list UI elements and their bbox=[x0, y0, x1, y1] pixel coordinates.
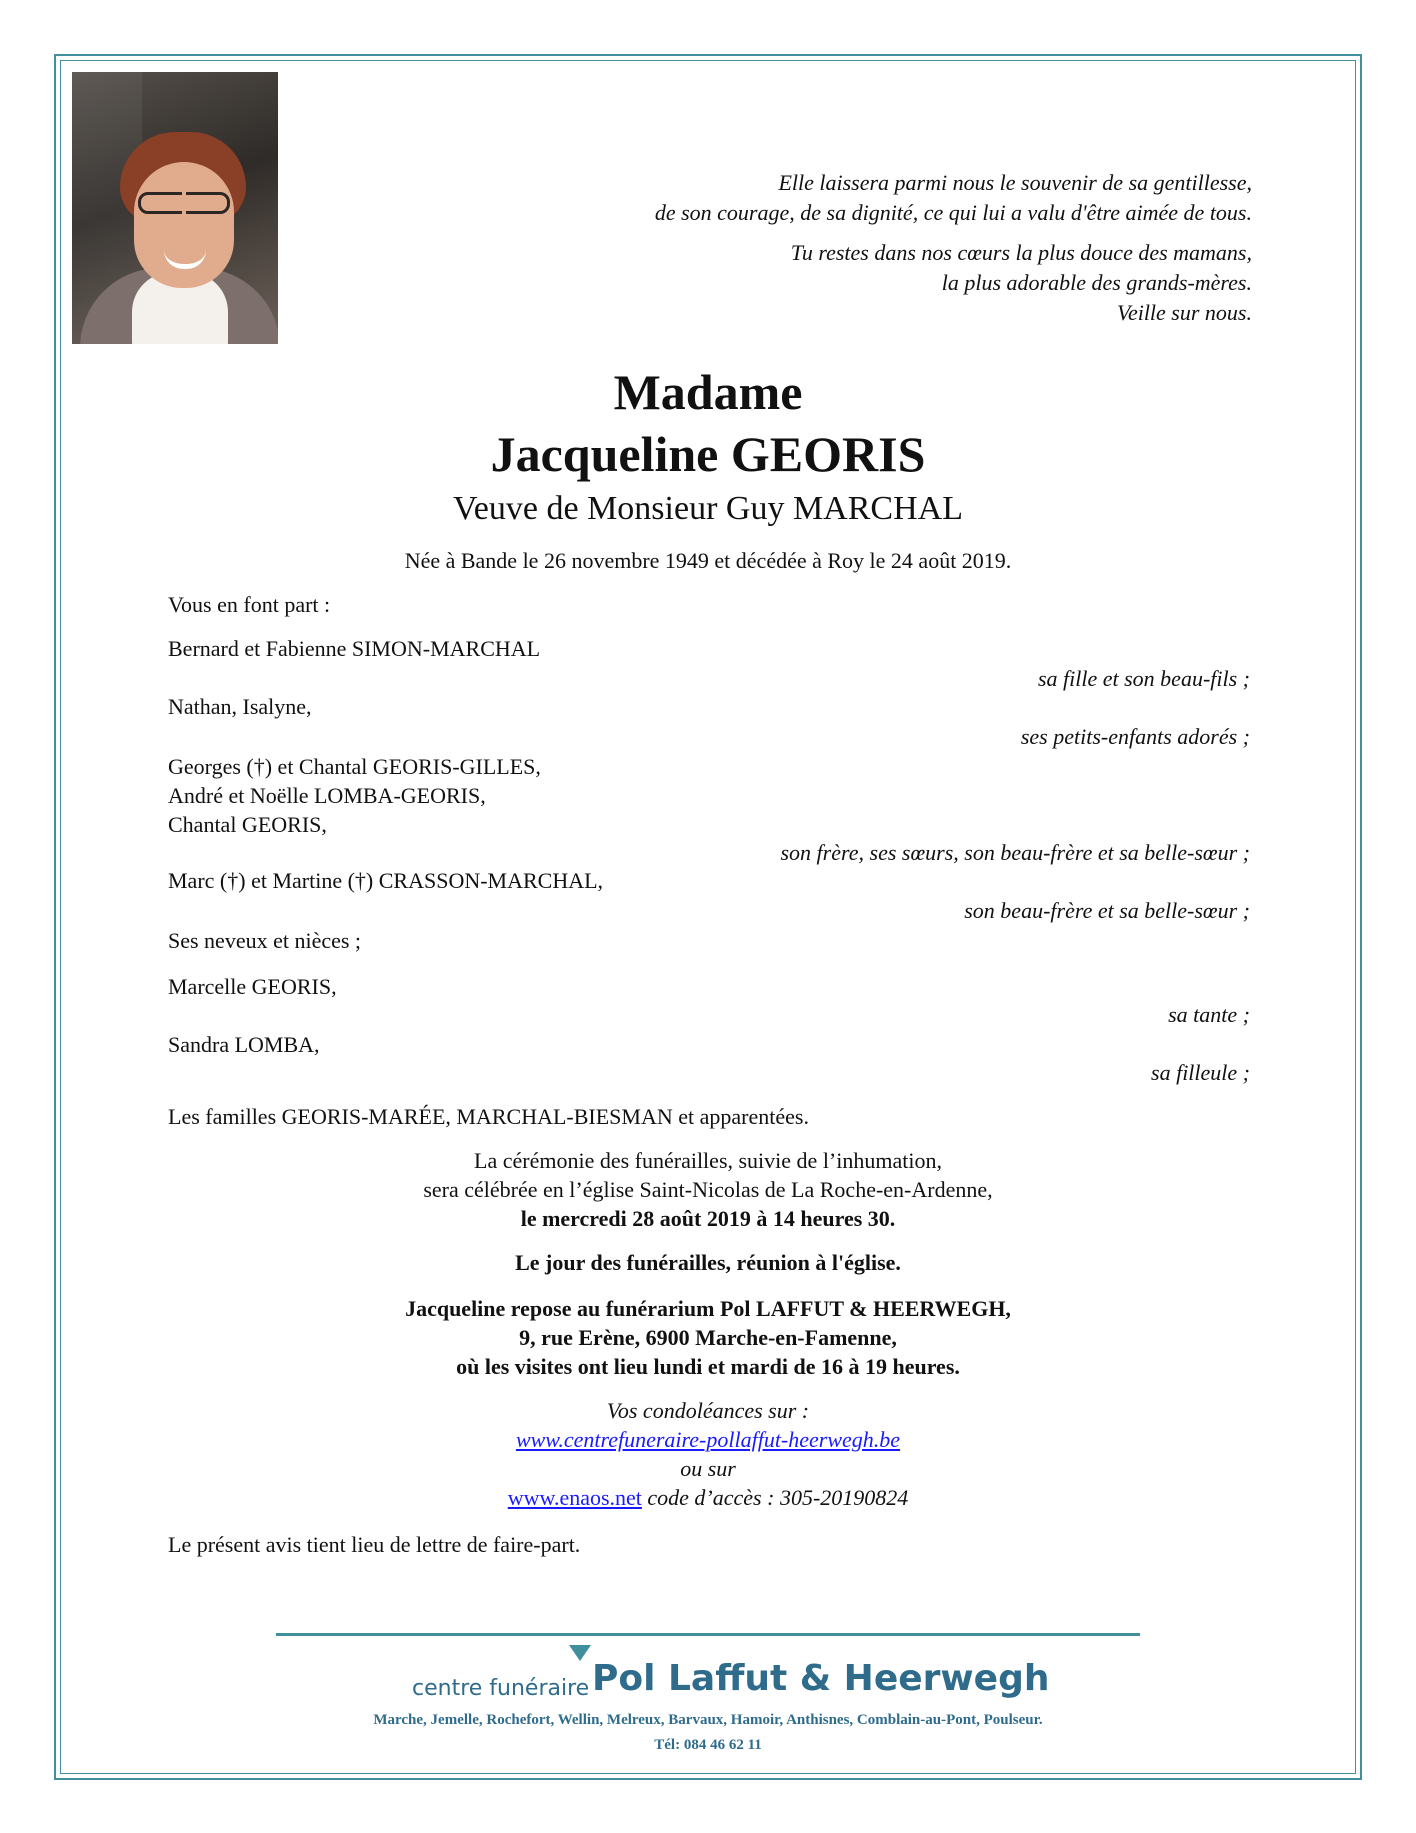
epitaph-stanza-1 bbox=[655, 168, 1252, 228]
family-relation: son frère, ses sœurs, son beau-frère et sa belle-sœur ; bbox=[780, 840, 1250, 865]
condolences-link-enaos[interactable]: www.enaos.net bbox=[507, 1485, 642, 1510]
deceased-name: Jacqueline GEORIS bbox=[490, 426, 926, 482]
family-name: Sandra LOMBA, bbox=[168, 1032, 320, 1057]
announcement-intro: Vous en font part : bbox=[168, 592, 331, 617]
rest-block bbox=[0, 1294, 1416, 1381]
condolences-or: ou sur bbox=[680, 1456, 736, 1481]
funeral-block bbox=[0, 1146, 1416, 1233]
footer-towns: Marche, Jemelle, Rochefort, Wellin, Melreux, Barvaux, Hamoir, Anthisnes, Comblain-au-Pont, Poulseur. bbox=[373, 1712, 1043, 1728]
footer-brand: Pol Laffut & Heerwegh bbox=[592, 1658, 1050, 1699]
footer-phone: Tél: 084 46 62 11 bbox=[654, 1737, 762, 1753]
epitaph-line: de son courage, de sa dignité, ce qui lui a valu d'être aimée de tous. bbox=[654, 200, 1252, 225]
rest-line: où les visites ont lieu lundi et mardi de 16 à 19 heures. bbox=[456, 1354, 960, 1379]
footer-divider bbox=[276, 1633, 1140, 1636]
family-name: André et Noëlle LOMBA-GEORIS, bbox=[168, 783, 486, 808]
epitaph-stanza-2 bbox=[791, 238, 1252, 328]
family-name: Bernard et Fabienne SIMON-MARCHAL bbox=[168, 636, 541, 661]
family-name: Chantal GEORIS, bbox=[168, 812, 327, 837]
spouse-line: Veuve de Monsieur Guy MARCHAL bbox=[453, 490, 963, 527]
access-code: code d’accès : 305-20190824 bbox=[647, 1485, 909, 1510]
funeral-line: sera célébrée en l’église Saint-Nicolas de La Roche-en-Ardenne, bbox=[423, 1177, 993, 1202]
funeral-date-time: le mercredi 28 août 2019 à 14 heures 30. bbox=[520, 1206, 896, 1231]
condolences-block bbox=[0, 1396, 1416, 1512]
family-name: Georges (†) et Chantal GEORIS-GILLES, bbox=[168, 754, 541, 779]
condolences-link-centre[interactable]: www.centrefuneraire-pollaffut-heerwegh.be bbox=[515, 1427, 901, 1452]
closing-line: Le présent avis tient lieu de lettre de faire-part. bbox=[168, 1532, 581, 1557]
family-name: Nathan, Isalyne, bbox=[168, 694, 312, 719]
honorific: Madame bbox=[613, 364, 803, 420]
families-line: Les familles GEORIS-MARÉE, MARCHAL-BIESMAN et apparentées. bbox=[168, 1104, 809, 1129]
portrait-photo bbox=[72, 72, 278, 344]
rest-line: 9, rue Erène, 6900 Marche-en-Famenne, bbox=[519, 1325, 897, 1350]
family-relation: sa fille et son beau-fils ; bbox=[1037, 666, 1250, 691]
family-name: Marc (†) et Martine (†) CRASSON-MARCHAL, bbox=[168, 868, 604, 893]
triangle-logo-icon bbox=[569, 1645, 591, 1661]
family-name: Marcelle GEORIS, bbox=[168, 974, 337, 999]
rest-line: Jacqueline repose au funérarium Pol LAFFUT & HEERWEGH, bbox=[405, 1296, 1011, 1321]
epitaph-line: Tu restes dans nos cœurs la plus douce des mamans, bbox=[790, 240, 1252, 265]
footer-prefix: centre funéraire bbox=[412, 1676, 590, 1701]
epitaph-line: la plus adorable des grands-mères. bbox=[941, 270, 1252, 295]
family-relation: ses petits-enfants adorés ; bbox=[1020, 724, 1250, 749]
family-relation: son beau-frère et sa belle-sœur ; bbox=[964, 898, 1250, 923]
family-relation: sa filleule ; bbox=[1151, 1060, 1250, 1085]
family-relation: sa tante ; bbox=[1168, 1002, 1250, 1027]
family-name: Ses neveux et nièces ; bbox=[168, 928, 362, 953]
birth-death-line: Née à Bande le 26 novembre 1949 et décédée à Roy le 24 août 2019. bbox=[404, 548, 1012, 573]
epitaph-line: Elle laissera parmi nous le souvenir de sa gentillesse, bbox=[778, 170, 1252, 195]
meeting-line: Le jour des funérailles, réunion à l'église. bbox=[515, 1250, 901, 1275]
epitaph-line: Veille sur nous. bbox=[1116, 300, 1252, 325]
condolences-label: Vos condoléances sur : bbox=[606, 1398, 810, 1423]
funeral-line: La cérémonie des funérailles, suivie de l’inhumation, bbox=[474, 1148, 942, 1173]
